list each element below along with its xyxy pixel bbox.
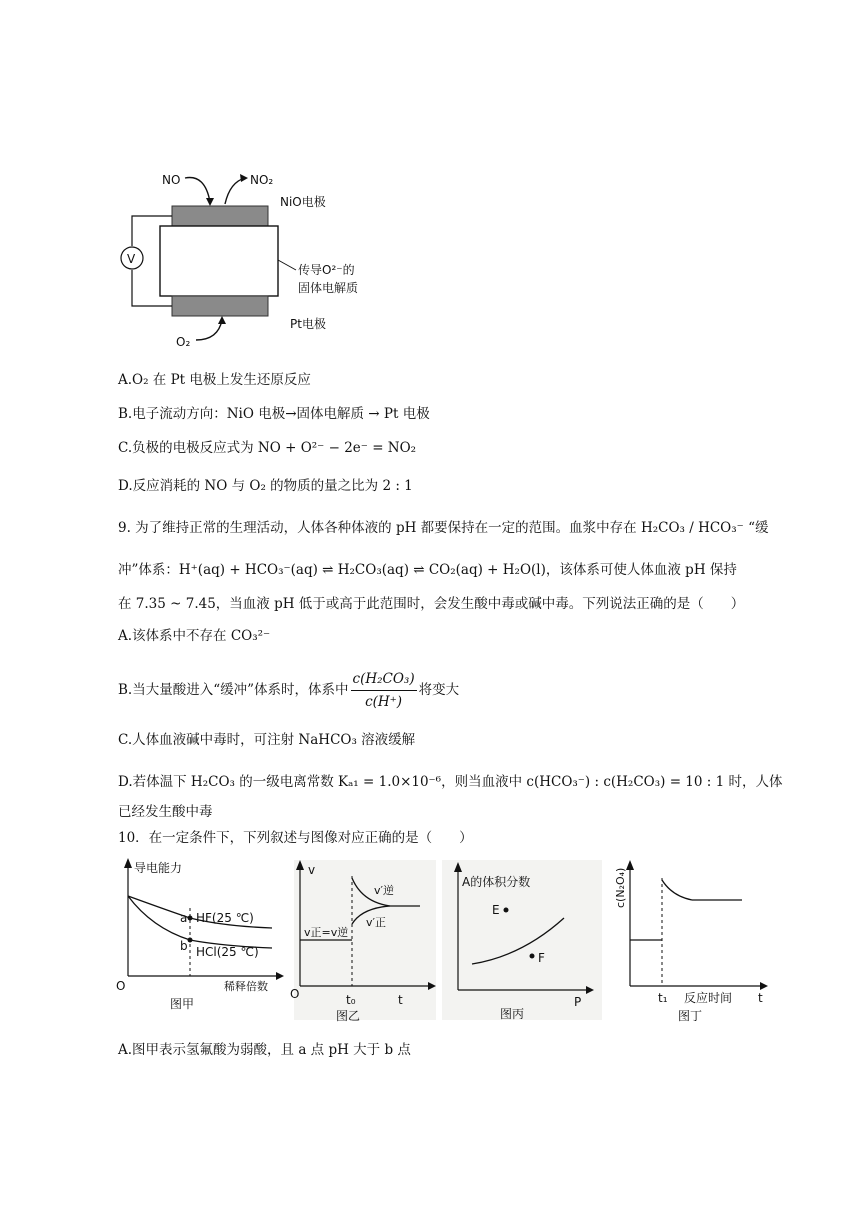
jia-ylabel: 导电能力	[134, 861, 183, 875]
fraction-denominator: c(H⁺)	[365, 694, 403, 710]
jia-point-b: b	[180, 939, 188, 953]
q9-option-c: C.人体血液碱中毒时，可注射 NaHCO₃ 溶液缓解	[118, 732, 416, 748]
bing-point-f: F	[538, 951, 545, 965]
bing-caption: 图丙	[500, 1007, 525, 1021]
q9-option-d-line2: 已经发生酸中毒	[118, 804, 213, 820]
no2-label: NO₂	[250, 173, 274, 187]
q9-option-b-fraction	[351, 668, 417, 713]
yi-caption: 图乙	[336, 1009, 361, 1023]
cell-diagram	[110, 160, 370, 350]
yi-v-forward-label: v′正	[366, 916, 387, 929]
pt-electrode-label: Pt电极	[290, 317, 326, 331]
yi-v-reverse-label: v′逆	[374, 884, 395, 897]
nio-electrode-label: NiO电极	[280, 195, 326, 209]
figure-bing	[442, 856, 602, 1026]
jia-hcl-label: HCl(25 ℃)	[196, 945, 259, 959]
pt-electrode	[172, 296, 268, 316]
ding-t-axis: t	[758, 991, 763, 1005]
q9-option-b	[118, 668, 459, 713]
jia-point-a: a	[180, 911, 188, 925]
voltmeter-label: V	[127, 252, 136, 266]
fraction-numerator: c(H₂CO₃)	[351, 668, 417, 691]
q9-stem-line2: 冲”体系：H⁺(aq) + HCO₃⁻(aq) ⇌ H₂CO₃(aq) ⇌ CO₂(aq) + H₂O(l)，该体系可使人体血液 pH 保持	[118, 562, 737, 578]
figure-jia	[112, 856, 287, 1016]
q9-option-b-post: 将变大	[418, 682, 460, 698]
q10-option-a: A.图甲表示氢氟酸为弱酸，且 a 点 pH 大于 b 点	[118, 1042, 411, 1058]
jia-xlabel: 稀释倍数	[224, 980, 268, 993]
bing-point-e: E	[492, 903, 500, 917]
solid-electrolyte	[160, 226, 278, 296]
yi-xlabel: t	[398, 993, 403, 1007]
jia-caption: 图甲	[170, 997, 195, 1011]
q8-option-c: C.负极的电极反应式为 NO + O²⁻ − 2e⁻ = NO₂	[118, 440, 417, 456]
q8-option-b: B.电子流动方向：NiO 电极→固体电解质 → Pt 电极	[118, 406, 430, 422]
figure-yi	[290, 856, 440, 1026]
bing-ylabel: A的体积分数	[462, 875, 531, 889]
nio-electrode	[172, 206, 268, 226]
jia-origin: O	[116, 979, 126, 993]
q9-option-a: A.该体系中不存在 CO₃²⁻	[118, 628, 271, 644]
q9-stem-line1: 9. 为了维持正常的生理活动，人体各种体液的 pH 都要保持在一定的范围。血浆中存在 H₂CO₃ / HCO₃⁻ “缓	[118, 520, 769, 536]
electrolyte-label-1: 传导O²⁻的	[298, 263, 355, 277]
jia-hf-label: HF(25 ℃)	[196, 911, 254, 925]
q8-option-a: A.O₂ 在 Pt 电极上发生还原反应	[118, 372, 311, 388]
ding-caption: 图丁	[678, 1009, 703, 1023]
yi-origin: O	[290, 987, 300, 1001]
yi-t0: t₀	[346, 993, 356, 1007]
yi-ylabel: v	[308, 863, 316, 877]
bing-xlabel: P	[574, 995, 582, 1009]
q8-option-d: D.反应消耗的 NO 与 O₂ 的物质的量之比为 2 : 1	[118, 478, 413, 494]
ding-curve	[662, 880, 692, 900]
ding-xlabel: 反应时间	[684, 991, 733, 1005]
yi-equilibrium-label: v正=v逆	[304, 926, 349, 939]
ding-t1: t₁	[658, 991, 668, 1005]
q9-stem-line3: 在 7.35 ~ 7.45，当血液 pH 低于或高于此范围时，会发生酸中毒或碱中毒。下列说法正确的是（ ）	[118, 596, 745, 612]
no-label: NO	[162, 173, 181, 187]
o2-label: O₂	[176, 335, 191, 349]
q10-stem: 10．在一定条件下，下列叙述与图像对应正确的是（ ）	[118, 830, 473, 846]
electrolyte-label-2: 固体电解质	[298, 281, 359, 295]
q9-option-b-pre: B.当大量酸进入“缓冲”体系时，体系中	[118, 682, 349, 698]
figure-ding	[612, 856, 772, 1026]
q9-option-d-line1: D.若体温下 H₂CO₃ 的一级电离常数 Kₐ₁ = 1.0×10⁻⁶，则当血液中 c(HCO₃⁻) : c(H₂CO₃) = 10 : 1 时，人体	[118, 774, 783, 790]
ding-ylabel: c(N₂O₄)	[614, 867, 627, 908]
